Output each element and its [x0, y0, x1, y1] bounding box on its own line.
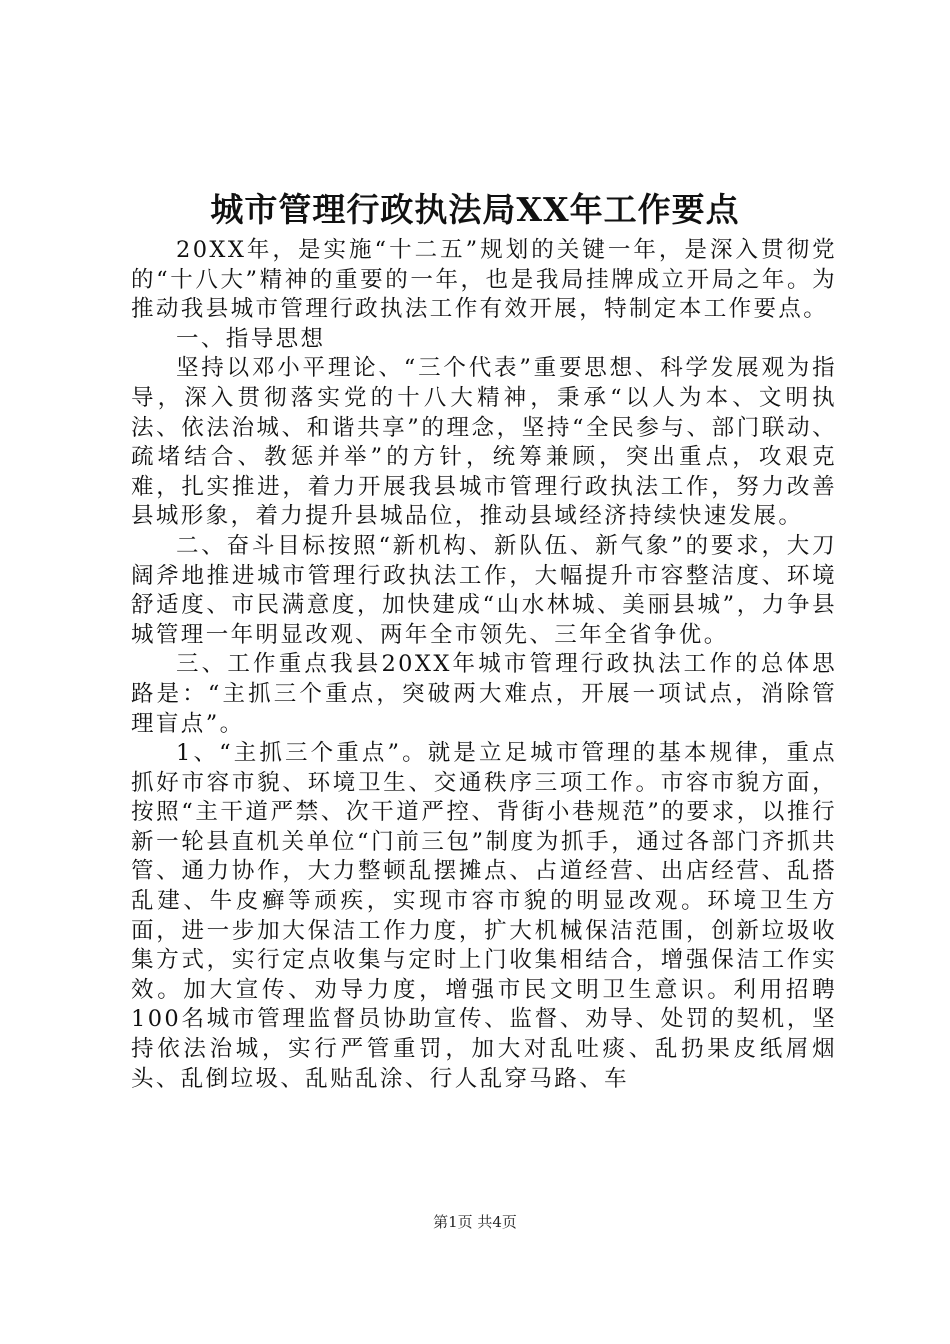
document-title: 城市管理行政执法局XX年工作要点 — [210, 190, 740, 229]
paragraph-three-priorities: 1、“主抓三个重点”。就是立足城市管理的基本规律，重点抓好市容市貌、环境卫生、交通秩序三项工作。市容市貌方面，按照“主干道严禁、次干道严控、背街小巷规范”的要求，以推行新一轮县直机关单位“门前三包”制度为抓手，通过各部门齐抓共管、通力协作，大力整顿乱摆摊点、占道经营、出店经营、乱搭乱建、牛皮癣等顽疾，实现市容市貌的明显改观。环境卫生方面，进一步加大保洁工作力度，扩大机械保洁范围，创新垃圾收集方式，实行定点收集与定时上门收集相结合，增强保洁工作实效。加大宣传、劝导力度，增强市民文明卫生意识。利用招聘100名城市管理监督员协助宣传、监督、劝导、处罚的契机，坚持依法治城，实行严管重罚，加大对乱吐痰、乱扔果皮纸屑烟头、乱倒垃圾、乱贴乱涂、行人乱穿马路、车 — [131, 740, 837, 1092]
document-body — [131, 236, 837, 1094]
paragraph-intro: 20XX年，是实施“十二五”规划的关键一年，是深入贯彻党的“十八大”精神的重要的一年，也是我局挂牌成立开局之年。为推动我县城市管理行政执法工作有效开展，特制定本工作要点。 — [131, 237, 837, 323]
section-heading-guiding-ideology: 一、指导思想 — [176, 325, 326, 352]
paragraph-goals: 二、奋斗目标按照“新机构、新队伍、新气象”的要求，大刀阔斧地推进城市管理行政执法工作，大幅提升市容整洁度、环境舒适度、市民满意度，加快建成“山水林城、美丽县城”，力争县城管理一年明显改观、两年全市领先、三年全省争优。 — [131, 532, 837, 648]
paragraph-work-focus: 三、工作重点我县20XX年城市管理行政执法工作的总体思路是：“主抓三个重点，突破两大难点，开展一项试点，消除管理盲点”。 — [131, 651, 837, 737]
page-number-footer: 第1页 共4页 — [433, 1213, 517, 1231]
paragraph-guiding-ideology: 坚持以邓小平理论、“三个代表”重要思想、科学发展观为指导，深入贯彻落实党的十八大精神，秉承“以人为本、文明执法、依法治城、和谐共享”的理念，坚持“全民参与、部门联动、疏堵结合、教惩并举”的方针，统筹兼顾，突出重点，攻艰克难，扎实推进，着力开展我县城市管理行政执法工作，努力改善县城形象，着力提升县城品位，推动县域经济持续快速发展。 — [131, 355, 837, 530]
